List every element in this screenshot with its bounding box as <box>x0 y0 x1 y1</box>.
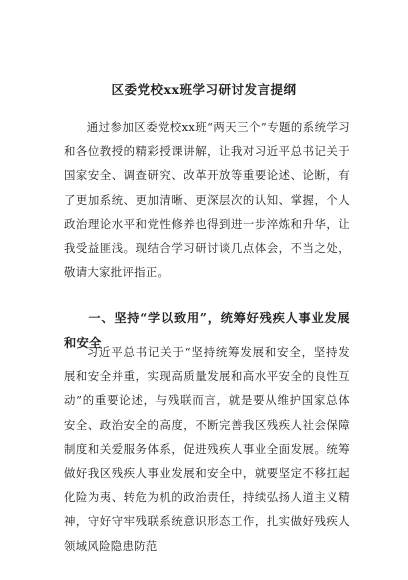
section-heading: 一、坚持“学以致用”，统筹好残疾人事业发展和安全 <box>64 311 350 350</box>
section-body-paragraph: 习近平总书记关于“坚持统筹发展和安全，坚持发展和安全并重，实现高质量发展和高水平安全的良性互动”的重要论述，与残联而言，就是要从维护国家总体安全、政治安全的高度，不断完善我区残疾人社会保障制度和关爱服务体系，促进残疾人事业全面发展。统筹做好我区残疾人事业发展和安全中，就要坚定不移扛起化险为夷、转危为机的政治责任，持续弘扬人道主义精神，守好守牢残联系统意识形态工作，扎实做好残疾人领域风险隐患防范 <box>64 345 350 553</box>
document-title: 区委党校xx班学习研讨发言提纲 <box>111 82 297 97</box>
intro-paragraph: 通过参加区委党校xx班“两天三个”专题的系统学习和各位教授的精彩授课讲解，让我对习近平总书记关于国家安全、调查研究、改革开放等重要论述、论断，有了更加系统、更加清晰、更深层次的认知、掌握，个人政治理论水平和党性修养也得到进一步淬炼和升华，让我受益匪浅。现结合学习研讨谈几点体会，不当之处，敬请大家批评指正。 <box>64 120 350 280</box>
